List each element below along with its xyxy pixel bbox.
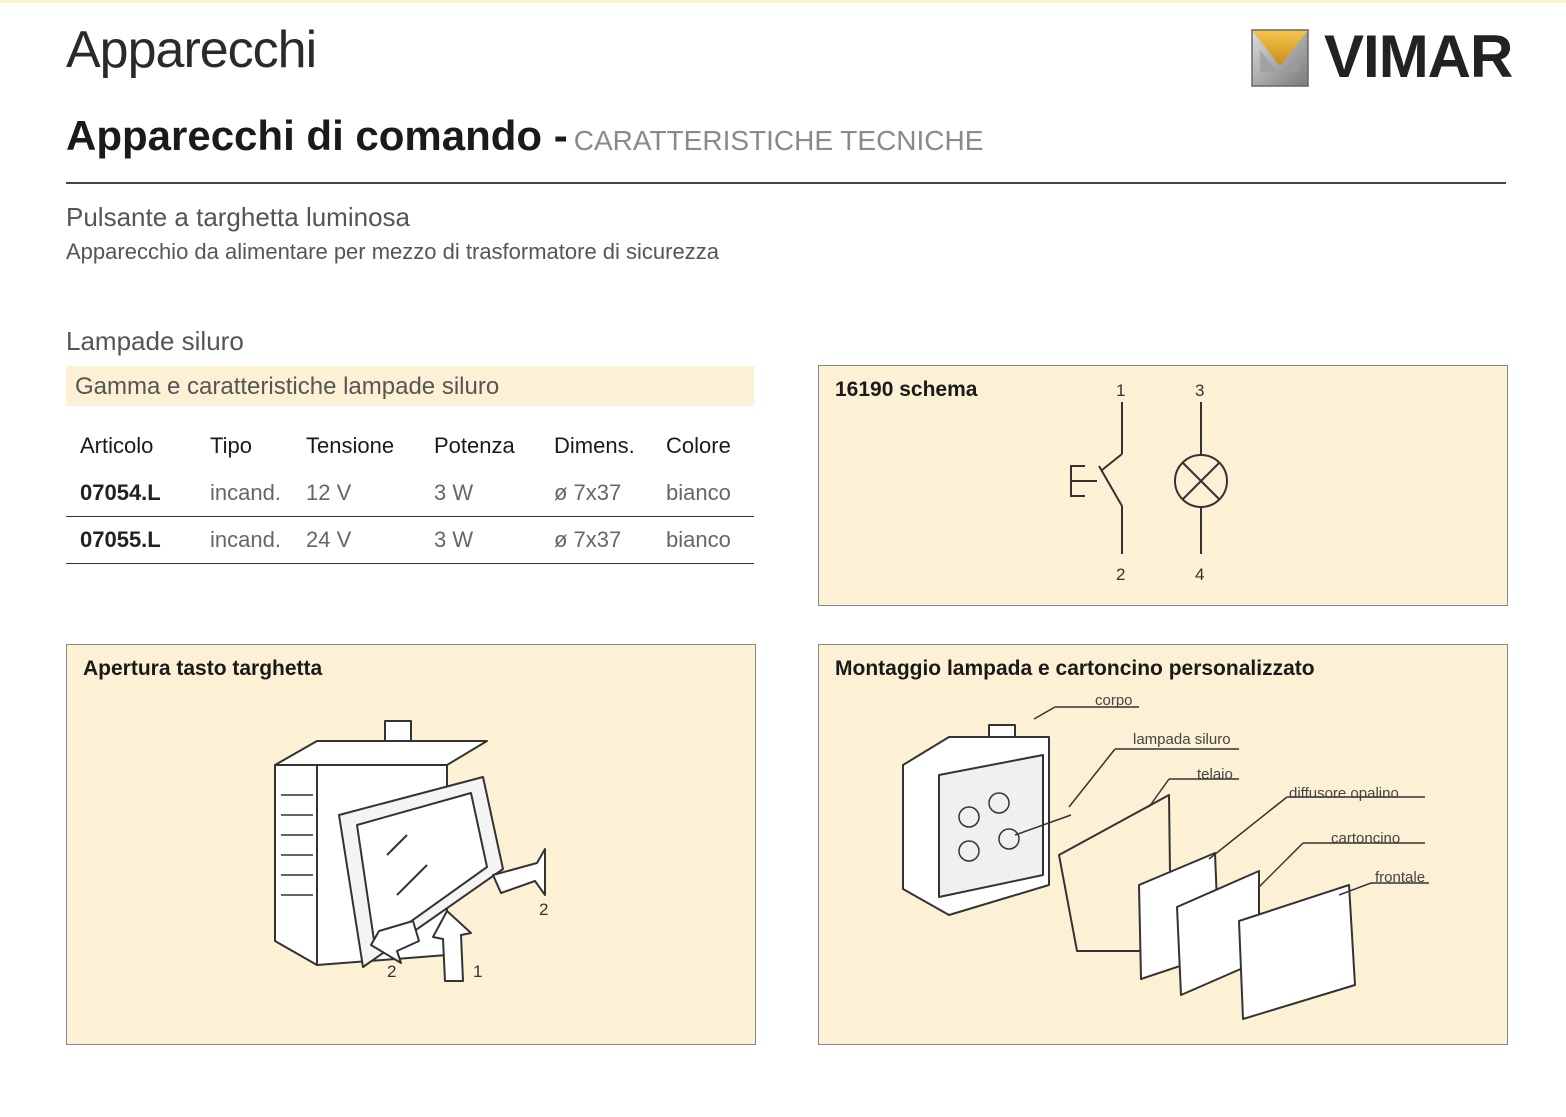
assembly-exploded-diagram (819, 645, 1509, 1046)
part-label-diffusore-opalino: diffusore opalino (1289, 785, 1399, 802)
device-top-face (275, 741, 487, 765)
assembly-panel (818, 644, 1508, 1045)
header-divider (66, 182, 1506, 184)
col-header-dimens: Dimens. (554, 433, 635, 458)
schema-panel (818, 365, 1508, 606)
opening-illustration (67, 645, 757, 1046)
schema-title: 16190 schema (835, 378, 978, 401)
terminal-1-label: 1 (1116, 381, 1126, 400)
step-label-2-right: 2 (539, 900, 549, 919)
terminal-2-label: 2 (1116, 565, 1126, 584)
terminal-3-label: 3 (1195, 381, 1205, 400)
step-label-2-left: 2 (387, 962, 397, 981)
terminal-4-label: 4 (1195, 565, 1205, 584)
cell-articolo: 07055.L (66, 517, 210, 564)
section-title: Apparecchi (66, 21, 317, 79)
step-label-1: 1 (473, 962, 483, 981)
cell-articolo: 07054.L (66, 470, 210, 517)
opening-title: Apertura tasto targhetta (83, 657, 323, 680)
circuit-schema-diagram (819, 366, 1509, 607)
part-label-lampada-siluro: lampada siluro (1133, 731, 1231, 748)
cell-potenza: 3 W (434, 517, 554, 564)
lamps-table-title (66, 366, 754, 406)
part-label-frontale: frontale (1375, 869, 1426, 886)
part-label-corpo: corpo (1095, 692, 1133, 709)
vimar-logo (1250, 23, 1513, 90)
table-header-row (66, 422, 754, 470)
opening-panel (66, 644, 756, 1045)
col-header-colore: Colore (666, 433, 731, 458)
col-header-tensione: Tensione (306, 433, 395, 458)
cell-tipo: incand. (210, 517, 306, 564)
part-label-cartoncino: cartoncino (1331, 830, 1401, 847)
cell-dimens: ø 7x37 (554, 470, 666, 517)
lamps-table-title-text: Gamma e caratteristiche lampade siluro (75, 373, 500, 400)
cell-colore: bianco (666, 517, 754, 564)
col-header-tipo: Tipo (210, 433, 252, 458)
product-description: Apparecchio da alimentare per mezzo di trasformatore di sicurezza (66, 239, 719, 264)
top-accent-line (0, 0, 1566, 3)
cell-tensione: 12 V (306, 470, 434, 517)
col-header-articolo: Articolo (80, 433, 154, 458)
table-row (66, 517, 754, 564)
cell-tipo: incand. (210, 470, 306, 517)
brand-name: VIMAR (1324, 23, 1513, 90)
main-title-text: Apparecchi di comando - (66, 112, 568, 159)
lamps-table (66, 422, 754, 564)
cell-dimens: ø 7x37 (554, 517, 666, 564)
assembly-title: Montaggio lampada e cartoncino personalizzato (835, 657, 1315, 680)
main-title (66, 112, 983, 160)
lamps-section-title: Lampade siluro (66, 326, 244, 356)
table-row (66, 470, 754, 517)
main-subtitle: CARATTERISTICHE TECNICHE (573, 125, 984, 156)
cell-colore: bianco (666, 470, 754, 517)
vimar-logo-icon (1250, 26, 1312, 90)
product-title: Pulsante a targhetta luminosa (66, 202, 410, 232)
col-header-potenza: Potenza (434, 433, 515, 458)
cell-tensione: 24 V (306, 517, 434, 564)
part-label-telaio: telaio (1197, 766, 1233, 783)
cell-potenza: 3 W (434, 470, 554, 517)
